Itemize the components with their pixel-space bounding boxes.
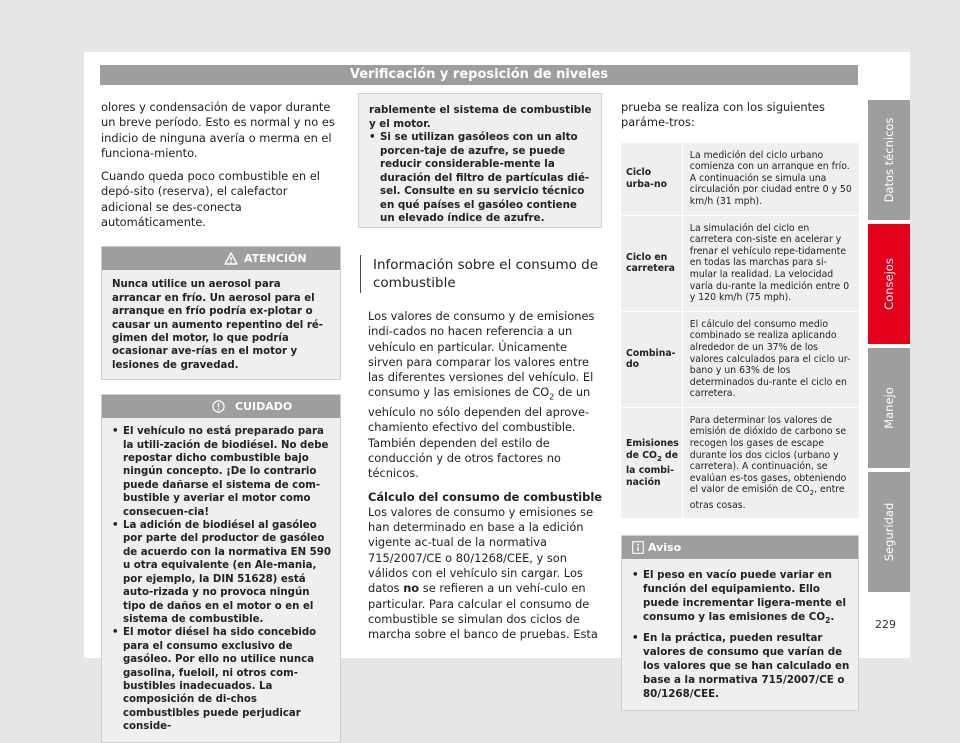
warning-header — [102, 247, 340, 270]
list-item — [632, 568, 850, 628]
table-value — [682, 407, 859, 519]
list-item-text: El peso en vacío puede variar en función del equipamiento. Ello puede incrementar ligera-mente el consumo y las emisiones de CO — [643, 569, 846, 624]
info-circle-icon — [212, 400, 225, 413]
tab-manejo[interactable] — [868, 348, 910, 468]
warning-triangle-icon — [224, 252, 238, 265]
paragraph-text: se refieren a un vehí-culo en particular. Para calcular el consumo de combustible se simulan dos ciclos de marcha sobre el banco de pruebas. Esta — [368, 581, 598, 642]
table-key: Ciclo en carretera — [621, 215, 682, 311]
page-header: Verificación y reposición de niveles — [100, 65, 858, 85]
subscript: 2 — [549, 392, 555, 402]
notice-label: Aviso — [648, 541, 682, 555]
subscript: 2 — [656, 454, 662, 463]
warning-text: Nunca utilice un aerosol para arrancar en frío. Un aerosol para el arranque en frío podría ex-plotar o causar un aumento repentino del ré-gimen del motor, lo que podría ocasionar ave-rías en el motor y lesiones de gravedad. — [112, 279, 323, 371]
paragraph — [368, 309, 602, 482]
table-value: El cálculo del consumo medio combinado se realiza aplicando alrededor de un 37% de los valores calculados para el ciclo ur-bano y un 63% de los determinados du-rante el ciclo en carretera. — [682, 311, 859, 407]
list-item: • Si se utilizan gasóleos con un alto porcen-taje de azufre, se puede reducir considerable-mente la duración del filtro de partículas dié-sel. Consulte en su servicio técnico en qué países el gasóleo contiene un elevado índice de azufre. — [369, 131, 593, 226]
caution-continued-text: rablemente el sistema de combustible y el motor. — [369, 104, 592, 130]
caution-body — [102, 418, 340, 741]
section-title: Información sobre el consumo de combustible — [360, 255, 602, 293]
parameters-table — [621, 143, 859, 520]
column-2 — [358, 93, 602, 643]
list-item: • El motor diésel ha sido concebido para el consumo exclusivo de gasóleo. Por ello no utilice nunca gasolina, fueloil, ni otros com-bustibles inadecuados. La composición de di-chos combustibles puede perjudicar conside- — [112, 626, 332, 733]
column-3 — [621, 100, 859, 711]
table-row — [621, 215, 859, 311]
caution-body-continued — [359, 94, 601, 234]
paragraph: prueba se realiza con los siguientes paráme-tros: — [621, 100, 825, 130]
table-key — [621, 407, 682, 519]
table-key: Ciclo urba-no — [621, 143, 682, 215]
table-row — [621, 143, 859, 215]
tab-seguridad[interactable] — [868, 472, 910, 592]
bold-text: no — [403, 581, 420, 596]
notice-box — [621, 535, 859, 710]
table-key: Combina-do — [621, 311, 682, 407]
list-item-text: . — [830, 611, 835, 624]
table-row — [621, 407, 859, 519]
warning-box — [101, 246, 341, 380]
paragraph — [368, 505, 602, 643]
list-item: • El vehículo no está preparado para la utili-zación de biodiésel. No debe repostar dicho combustible bajo ningún concepto. ¡De lo contrario puede dañarse el sistema de com-bustible y averiar el motor como consecuen-cia! — [112, 425, 332, 519]
subheading: Cálculo del consumo de combustible — [368, 489, 602, 504]
table-key-text: de la combi-nación — [626, 449, 679, 488]
paragraph: olores y condensación de vapor durante un breve período. Esto es normal y no es indicio de ninguna avería o merma en el funciona-miento. — [101, 100, 335, 160]
tab-label: Consejos — [882, 258, 896, 310]
paragraph-text: Los valores de consumo y emisiones se han determinado en base a la edición vigente ac-tual de la normativa 715/2007/CE o 80/1268/CEE, y son válidos con el vehículo sin cargar. Los datos — [368, 504, 594, 596]
caution-box — [101, 394, 341, 742]
page-number: 229 — [875, 618, 896, 631]
info-note-icon — [632, 541, 644, 554]
paragraph: Cuando queda poco combustible en el depó-sito (reserva), el calefactor adicional se des-conecta automáticamente. — [101, 169, 320, 230]
list-item: • La adición de biodiésel al gasóleo por parte del productor de gasóleo de acuerdo con la normativa EN 590 u otra equivalente (en Ale-mania, por ejemplo, la DIN 51628) está auto-rizada y no provoca ningún tipo de daños en el motor o en el sistema de combustible. — [112, 519, 332, 626]
table-value: La medición del ciclo urbano comienza con un arranque en frío. A continuación se simula una circulación por ciudad entre 0 y 50 km/h (31 mph). — [682, 143, 859, 215]
table-row — [621, 311, 859, 407]
tab-datos-tecnicos[interactable] — [868, 100, 910, 220]
subscript: 2 — [809, 489, 815, 498]
notice-header — [622, 536, 858, 559]
caution-box-continued — [358, 93, 602, 228]
table-value-text: , entre otras cosas. — [689, 484, 845, 511]
tab-label: Seguridad — [882, 502, 896, 562]
paragraph-text: Los valores de consumo y de emisiones indi-cados no hacen referencia a un vehículo en particular. Únicamente sirven para comparar los valores entre las diferentes versiones del vehículo. El consumo y las emisiones de CO — [368, 309, 595, 400]
table-value: La simulación del ciclo en carretera con-siste en acelerar y frenar el vehículo repe-tidamente en todas las marchas para si-mular la realidad. La velocidad varía du-rante la medición entre 0 y 120 km/h (75 mph). — [682, 215, 859, 311]
list-item: • En la práctica, pueden resultar valores de consumo que varían de los valores que se han calculado en base a la normativa 715/2007/CE o 80/1268/CEE. — [632, 631, 850, 701]
caution-label: CUIDADO — [235, 400, 293, 414]
warning-label: ATENCIÓN — [244, 252, 307, 266]
table-value-text: Para determinar los valores de emisión de dióxido de carbono se recogen los gases de escape durante los dos ciclos (urbano y carretera). A continuación, se evalúan es-tos gases, obteniendo el valor de emisión de CO — [689, 414, 847, 496]
subscript: 2 — [825, 616, 831, 626]
table-key-text: Emisiones de CO — [626, 438, 679, 461]
column-1 — [101, 100, 341, 743]
tab-consejos[interactable] — [868, 224, 910, 344]
caution-header — [102, 395, 340, 418]
paragraph-text: de un vehículo no sólo dependen del aprove-chamiento efectivo del combustible. También dependen del estilo de conducción y de otros factores no técnicos. — [368, 385, 591, 481]
notice-body — [622, 559, 858, 709]
tab-label: Datos técnicos — [882, 117, 896, 203]
tab-label: Manejo — [882, 387, 896, 429]
